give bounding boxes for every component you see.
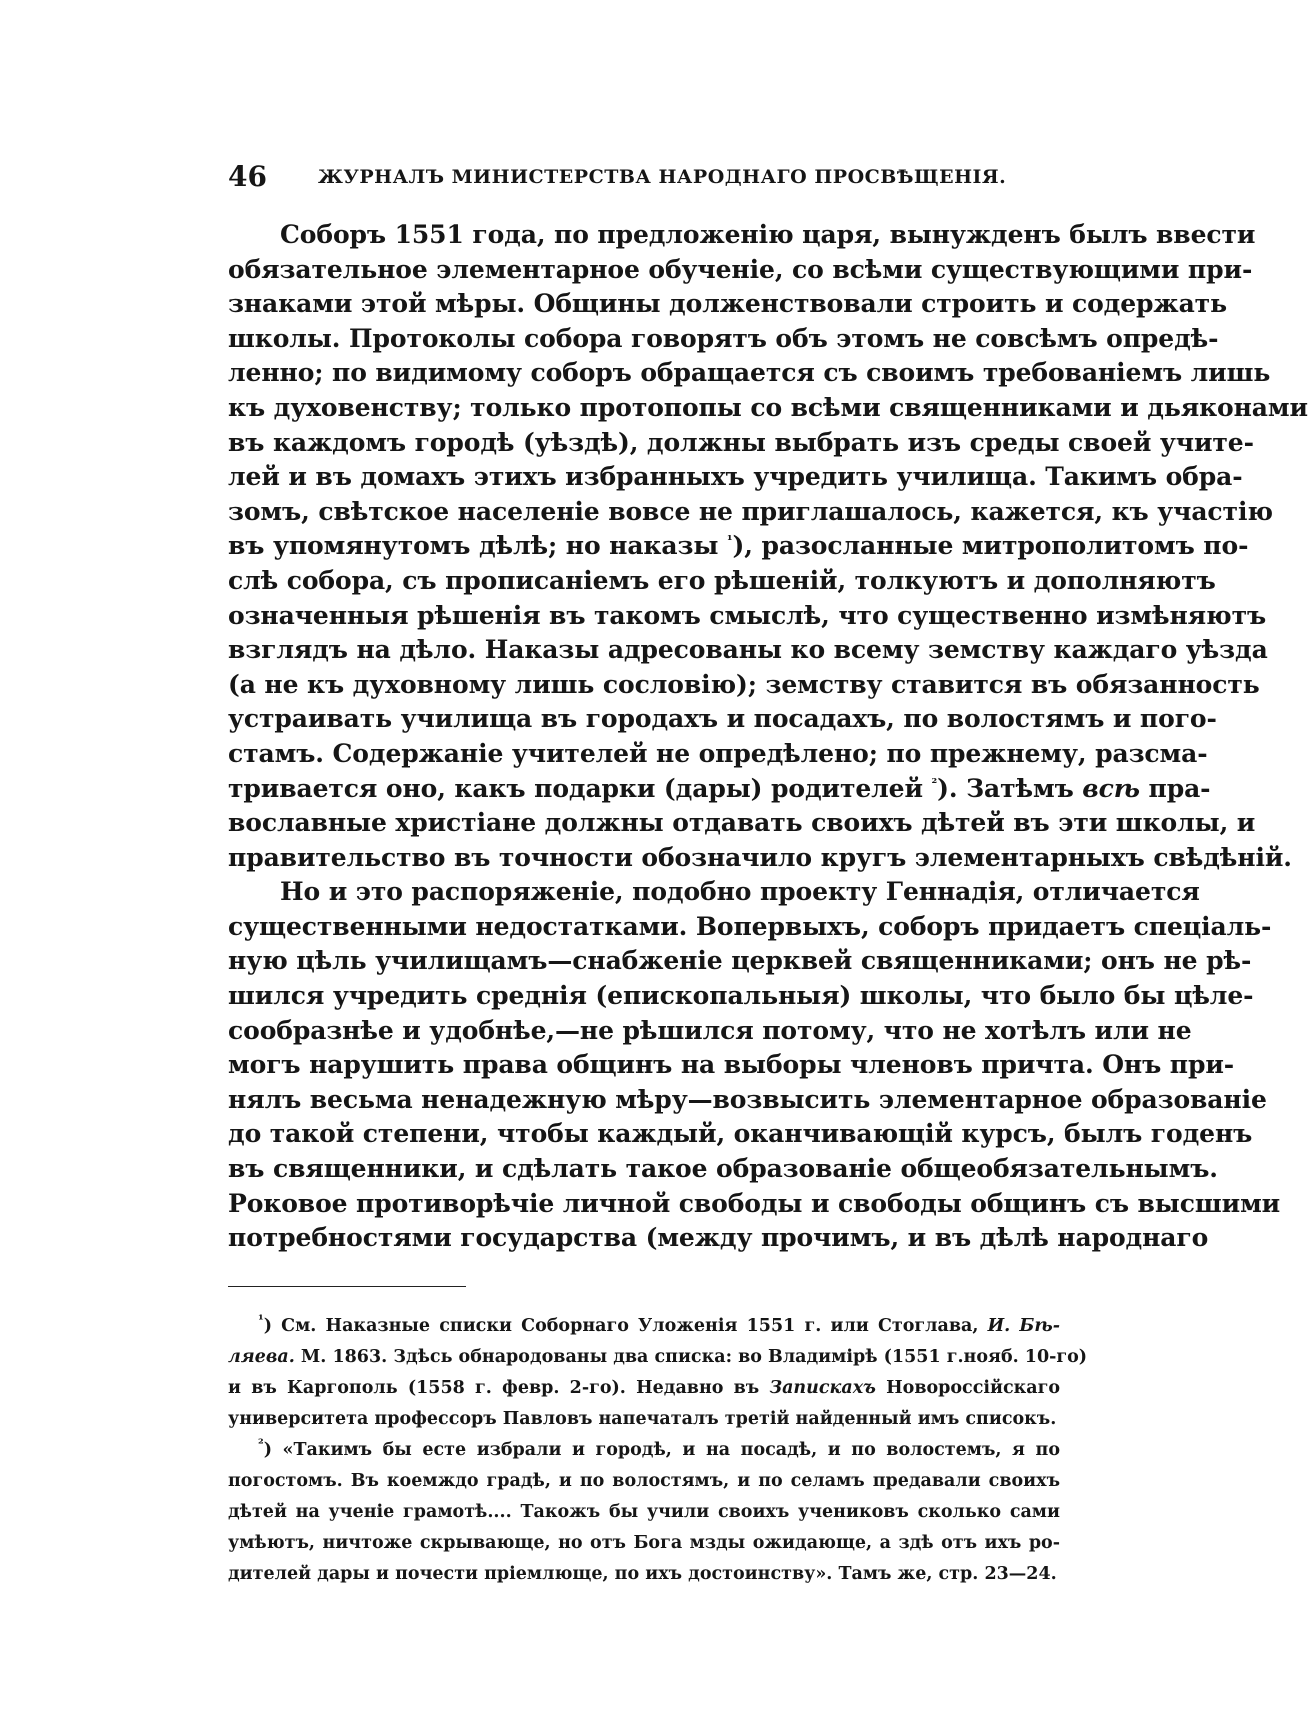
text-line (228, 772, 1211, 807)
journal-title: ЖУРНАЛЪ МИНИСТЕРСТВА НАРОДНАГО ПРОСВѢЩЕНІЯ. (318, 166, 1007, 188)
italic-title: Запискахъ (769, 1377, 876, 1398)
text-line: могъ нарушить права общинъ на выборы членовъ причта. Онъ при- (228, 1050, 1235, 1080)
text-segment: пра- (1148, 773, 1211, 803)
footnote-line: умѣютъ, ничтоже скрывающе, но отъ Бога мзды ожидающе, а здѣ отъ ихъ ро- (228, 1532, 1060, 1553)
footnote-line (228, 1435, 1060, 1466)
text-line: вославные христіане должны отдавать своихъ дѣтей въ эти школы, и (228, 808, 1256, 838)
text-segment: Новороссійскаго (886, 1377, 1061, 1398)
text-line: Но и это распоряженіе, подобно проекту Геннадія, отличается (280, 877, 1200, 907)
text-line: въ священники, и сдѣлать такое образованіе общеобязательнымъ. (228, 1154, 1218, 1184)
italic-author: ляева. (228, 1346, 295, 1367)
text-segment: ), разосланные митрополитомъ по- (732, 531, 1249, 561)
text-segment: тривается оно, какъ подарки (дары) родителей (228, 773, 923, 803)
text-segment: ) См. Наказные списки Соборнаго Уложенія 1551 г. или Стоглава, (263, 1315, 979, 1336)
text-line: въ каждомъ городѣ (уѣздѣ), должны выбрать изъ среды своей учите- (228, 427, 1254, 457)
text-line: шился учредить среднія (епископальныя) школы, что было бы цѣле- (228, 981, 1254, 1011)
page-number: 46 (228, 160, 267, 193)
text-line: (а не къ духовному лишь сословію); земству ставится въ обязанность (228, 669, 1260, 699)
text-line: школы. Протоколы собора говорятъ объ этомъ не совсѣмъ опредѣ- (228, 323, 1219, 353)
text-line: слѣ собора, съ прописаніемъ его рѣшеній, толкуютъ и дополняютъ (228, 565, 1216, 595)
book-page (228, 160, 1308, 1590)
text-line: до такой степени, чтобы каждый, оканчивающій курсъ, былъ годенъ (228, 1119, 1253, 1149)
paragraph-1 (228, 218, 1308, 875)
text-segment: въ упомянутомъ дѣлѣ; но наказы (228, 531, 719, 561)
text-line: стамъ. Содержаніе учителей не опредѣлено; по прежнему, разсма- (228, 738, 1208, 768)
paragraph-2 (228, 875, 1281, 1256)
footnote-divider (228, 1286, 466, 1287)
text-line: зомъ, свѣтское населеніе вовсе не приглашалось, кажется, къ участію (228, 496, 1273, 526)
text-line: къ духовенству; только протопопы со всѣми священниками и дьяконами (228, 392, 1308, 422)
text-line: сообразнѣе и удобнѣе,—не рѣшился потому, что не хотѣлъ или не (228, 1015, 1192, 1045)
text-line: существенными недостатками. Вопервыхъ, соборъ придаетъ спеціаль- (228, 911, 1272, 941)
footnote-line (228, 1342, 1088, 1373)
footnote-line: дителей дары и почести пріемлюще, по ихъ достоинству». Тамъ же, стр. 23—24. (228, 1563, 1057, 1584)
italic-author: И. Бѣ- (987, 1315, 1061, 1336)
footnote-ref-2[interactable]: ² (931, 776, 938, 792)
footnote-line (228, 1373, 1060, 1404)
running-header (228, 160, 1060, 200)
text-line: ленно; по видимому соборъ обращается съ своимъ требованіемъ лишь (228, 358, 1271, 388)
text-segment: ) «Такимъ бы есте избрали и городѣ, и на посадѣ, и по волостемъ, я по (263, 1439, 1060, 1460)
text-line: ную цѣль училищамъ—снабженіе церквей священниками; онъ не рѣ- (228, 946, 1252, 976)
footnote-1 (228, 1311, 1088, 1435)
italic-emphasis: всѣ (1082, 773, 1140, 803)
text-segment: ). Затѣмъ (937, 773, 1074, 803)
text-segment: и въ Каргополь (1558 г. февр. 2-го). Недавно въ (228, 1377, 760, 1398)
text-line: Роковое противорѣчіе личной свободы и свободы общинъ съ высшими (228, 1188, 1281, 1218)
text-line: обязательное элементарное обученіе, со всѣми существующими при- (228, 254, 1253, 284)
text-line: Соборъ 1551 года, по предложенію царя, вынужденъ былъ ввести (280, 220, 1256, 249)
footnote-marker-1: ¹ (258, 1312, 264, 1328)
footnote-marker-2: ² (258, 1436, 264, 1452)
footnote-line (228, 1311, 1060, 1342)
footnote-line: университета профессоръ Павловъ напечаталъ третій найденный имъ списокъ. (228, 1408, 1057, 1429)
text-line: знаками этой мѣры. Общины долженствовали строить и содержать (228, 289, 1227, 319)
footnote-line: погостомъ. Въ коемждо градѣ, и по волостямъ, и по селамъ предавали своихъ (228, 1470, 1060, 1491)
footnote-line: дѣтей на ученіе грамотѣ.... Такожъ бы учили своихъ учениковъ сколько сами (228, 1501, 1060, 1522)
text-line: взглядъ на дѣло. Наказы адресованы ко всему земству каждаго уѣзда (228, 635, 1268, 665)
text-line (228, 529, 1249, 564)
text-line: лей и въ домахъ этихъ избранныхъ учредить училища. Такимъ обра- (228, 462, 1243, 492)
text-line: потребностями государства (между прочимъ, и въ дѣлѣ народнаго (228, 1223, 1209, 1253)
footnotes (228, 1311, 1088, 1590)
text-line: означенныя рѣшенія въ такомъ смыслѣ, что существенно измѣняютъ (228, 600, 1267, 630)
footnote-ref-1[interactable]: ¹ (726, 534, 733, 550)
text-line: нялъ весьма ненадежную мѣру—возвысить элементарное образованіе (228, 1084, 1267, 1114)
text-line: устраивать училища въ городахъ и посадахъ, по волостямъ и пого- (228, 704, 1217, 734)
text-segment: М. 1863. Здѣсь обнародованы два списка: во Владимірѣ (1551 г.нояб. 10-го) (300, 1346, 1088, 1367)
text-line: правительство въ точности обозначило кругъ элементарныхъ свѣдѣній. (228, 842, 1292, 872)
footnote-2 (228, 1435, 1060, 1590)
